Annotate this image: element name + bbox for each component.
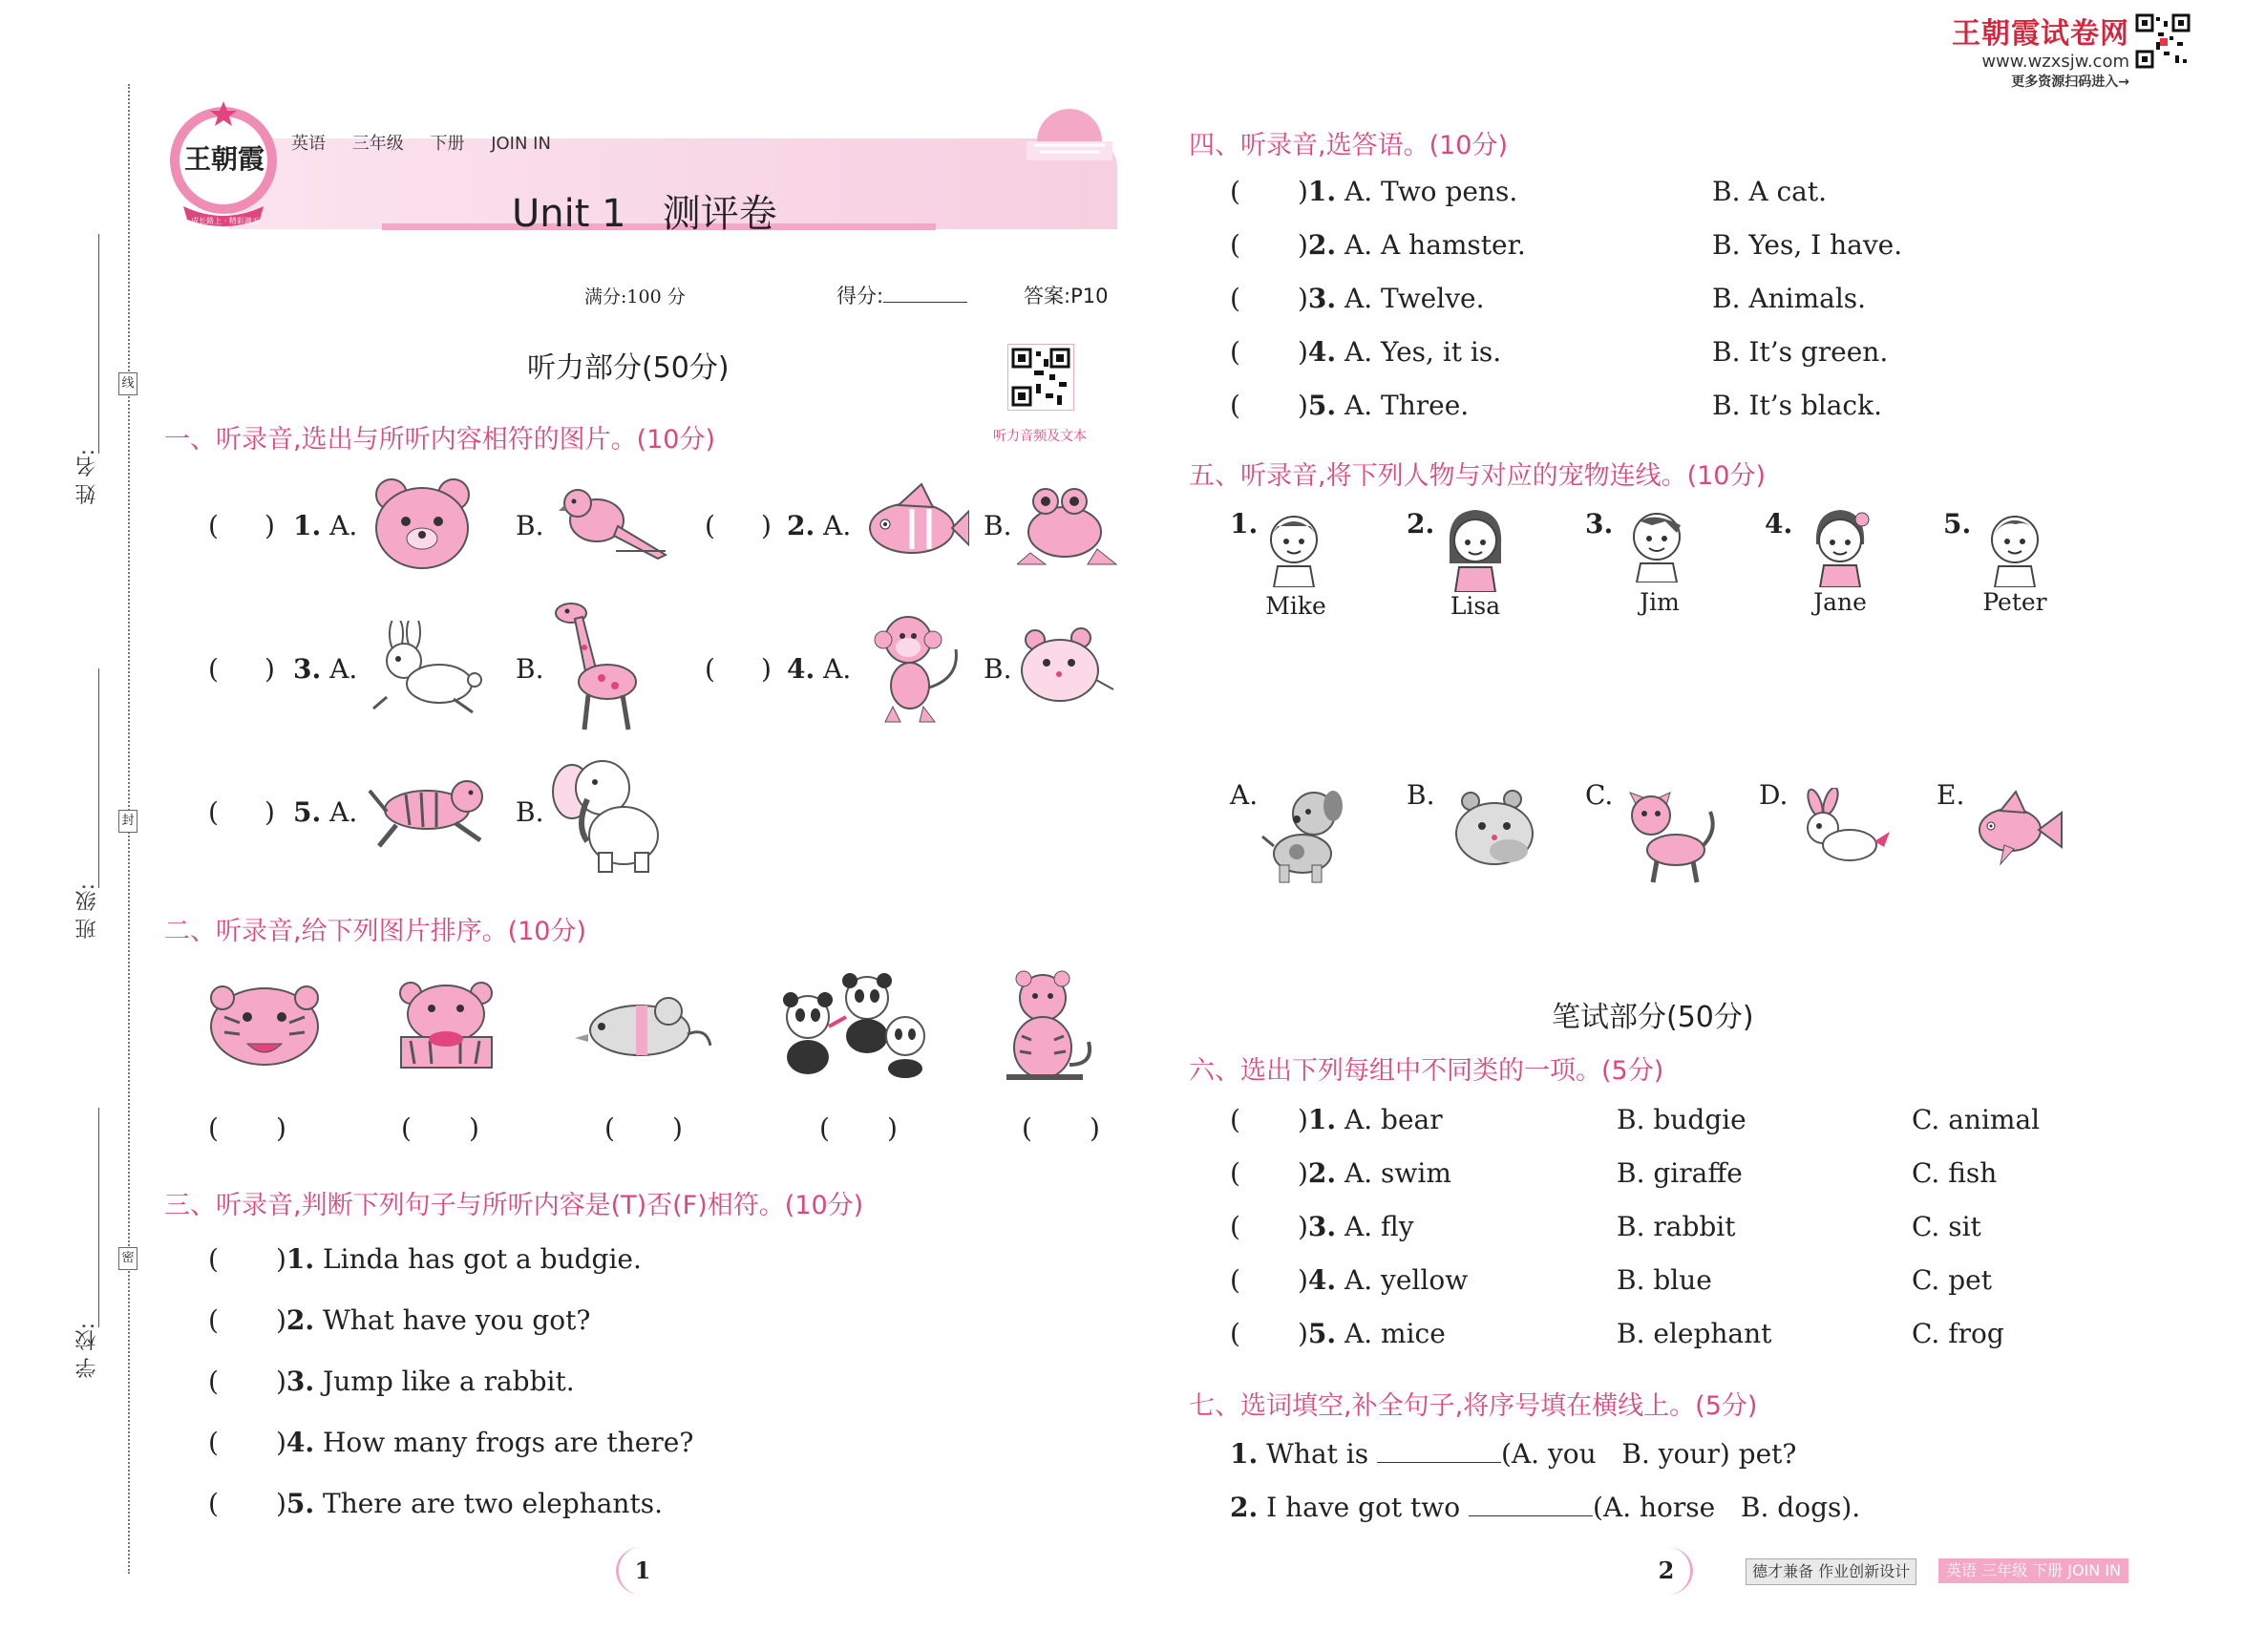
sec1-q5-paren[interactable]: ( ): [208, 796, 275, 828]
score-label: 得分:: [836, 281, 967, 309]
binding-line-box: 线: [118, 372, 138, 395]
sec4-q3[interactable]: ( )3. A. Twelve.: [1230, 283, 1485, 314]
sec1-q1-paren[interactable]: ( ): [208, 510, 275, 541]
footer-slogan: 德才兼备 作业创新设计: [1746, 1558, 1916, 1585]
binding-name-label: 姓 名:: [75, 449, 99, 505]
sec4-q5-b[interactable]: B. It’s black.: [1712, 390, 1882, 421]
sec7-q2-blank[interactable]: [1469, 1515, 1593, 1516]
person-2-name: Lisa: [1450, 592, 1501, 620]
sec3-title: 三、听录音,判断下列句子与所听内容是(T)否(F)相符。(10分): [164, 1191, 864, 1220]
sec1-q1-b: B.: [516, 510, 544, 541]
sec6-q4-c[interactable]: C. pet: [1912, 1264, 1992, 1296]
pandas-icon[interactable]: [772, 969, 934, 1079]
sun-icon: [1027, 103, 1112, 160]
page-title: Unit 1 测评卷: [512, 192, 777, 236]
sec4-q4-b[interactable]: B. It’s green.: [1712, 336, 1889, 368]
pet-e-label: E.: [1937, 779, 1965, 811]
frog-icon[interactable]: [1017, 482, 1117, 568]
fish-icon[interactable]: [1972, 788, 2063, 869]
sec2-paren-4[interactable]: ( ): [819, 1112, 898, 1144]
cat-icon[interactable]: [1619, 783, 1719, 883]
hamster-icon[interactable]: [1014, 623, 1114, 709]
boy-avatar-icon[interactable]: [1260, 511, 1327, 587]
sec2-paren-1[interactable]: ( ): [208, 1112, 286, 1144]
meta-volume: 下册: [430, 134, 465, 154]
sec6-q1[interactable]: ( )1. A. bear: [1230, 1104, 1443, 1135]
sec1-q4-paren[interactable]: ( ): [705, 653, 772, 685]
site-brand-name: 王朝霞试卷网: [1952, 17, 2129, 51]
sec7-q1: 1. What is (A. you B. your) pet?: [1230, 1438, 1797, 1470]
binding-class-line: [98, 668, 99, 888]
score-blank[interactable]: [883, 302, 967, 303]
sec3-q5[interactable]: ( )5. There are two elephants.: [208, 1488, 663, 1519]
site-qr-icon[interactable]: [2135, 13, 2191, 69]
sec1-q3-num: 3. A.: [293, 653, 358, 685]
sec2-paren-2[interactable]: ( ): [401, 1112, 479, 1144]
sec3-q3[interactable]: ( )3. Jump like a rabbit.: [208, 1366, 575, 1397]
sec6-q5-c[interactable]: C. frog: [1912, 1318, 2004, 1349]
girl-avatar-icon[interactable]: [1805, 506, 1876, 587]
sec6-q4[interactable]: ( )4. A. yellow: [1230, 1264, 1469, 1296]
sec4-q1[interactable]: ( )1. A. Two pens.: [1230, 176, 1518, 207]
tiger-eating-icon[interactable]: [392, 976, 501, 1071]
pet-d-label: D.: [1759, 779, 1789, 811]
monkey-icon[interactable]: [864, 611, 964, 726]
sec1-title: 一、听录音,选出与所听内容相符的图片。(10分): [164, 425, 716, 455]
meta-subject: 英语: [291, 134, 326, 154]
sec1-q3-paren[interactable]: ( ): [208, 653, 275, 685]
footer-series: 英语 三年级 下册 JOIN IN: [1938, 1558, 2128, 1583]
sec1-q2-paren[interactable]: ( ): [705, 510, 772, 541]
sec3-q4[interactable]: ( )4. How many frogs are there?: [208, 1427, 694, 1458]
sec1-q2-b: B.: [984, 510, 1012, 541]
dog-icon[interactable]: [1259, 783, 1354, 883]
sec6-q3-b[interactable]: B. rabbit: [1617, 1211, 1736, 1242]
audio-qr-icon[interactable]: [1007, 344, 1074, 411]
sec7-q1-blank[interactable]: [1377, 1462, 1501, 1463]
sec1-q2-num: 2. A.: [787, 510, 852, 541]
sec6-q4-b[interactable]: B. blue: [1617, 1264, 1712, 1296]
audio-qr-caption: 听力音频及文本: [993, 429, 1087, 444]
boy-avatar-icon[interactable]: [1623, 506, 1690, 582]
sec6-q2-c[interactable]: C. fish: [1912, 1157, 1998, 1189]
pet-b-label: B.: [1407, 779, 1435, 811]
rabbit-icon[interactable]: [368, 621, 482, 716]
sec4-q4[interactable]: ( )4. A. Yes, it is.: [1230, 336, 1502, 368]
giraffe-icon[interactable]: [544, 600, 649, 733]
binding-dense-box: 密: [118, 1247, 138, 1270]
sec5-title: 五、听录音,将下列人物与对应的宠物连线。(10分): [1189, 461, 1767, 491]
pet-c-label: C.: [1585, 779, 1614, 811]
logo-ribbon: 成长路上 · 精彩满天: [191, 217, 260, 225]
pet-a-label: A.: [1230, 779, 1259, 811]
person-1-name: Mike: [1265, 592, 1326, 620]
header-meta: [291, 130, 551, 155]
sec2-title: 二、听录音,给下列图片排序。(10分): [164, 917, 587, 946]
sec7-q2: 2. I have got two (A. horse B. dogs).: [1230, 1492, 1861, 1523]
sec6-q3[interactable]: ( )3. A. fly: [1230, 1211, 1414, 1242]
binding-class-label: 班 级:: [75, 883, 99, 940]
writing-title: 笔试部分(50分): [1552, 1001, 1754, 1034]
person-3-num: 3.: [1585, 508, 1614, 540]
boy-avatar-icon[interactable]: [1981, 511, 2048, 587]
sec6-q1-b[interactable]: B. budgie: [1617, 1104, 1747, 1135]
binding-name-line: [98, 234, 99, 454]
full-score: 满分:100 分: [584, 286, 686, 307]
sec6-q2[interactable]: ( )2. A. swim: [1230, 1157, 1451, 1189]
site-tagline: 更多资源扫码进入→: [2011, 74, 2129, 90]
tiger-sitting-icon[interactable]: [993, 969, 1098, 1084]
sec6-q3-c[interactable]: C. sit: [1912, 1211, 1981, 1242]
meta-grade: 三年级: [351, 134, 404, 154]
sec6-q2-b[interactable]: B. giraffe: [1617, 1157, 1743, 1189]
sec6-q5[interactable]: ( )5. A. mice: [1230, 1318, 1446, 1349]
listening-title: 听力部分(50分): [527, 351, 730, 385]
person-5-name: Peter: [1982, 588, 2047, 616]
mouse-icon[interactable]: [573, 988, 711, 1065]
person-5-num: 5.: [1943, 508, 1972, 540]
logo-text: 王朝霞: [183, 143, 265, 175]
person-3-name: Jim: [1640, 588, 1680, 616]
sec3-q2[interactable]: ( )2. What have you got?: [208, 1304, 591, 1336]
sec4-q5[interactable]: ( )5. A. Three.: [1230, 390, 1470, 421]
sec1-q1-num: 1. A.: [293, 510, 358, 541]
person-2-num: 2.: [1407, 508, 1435, 540]
binding-seal-box: 封: [118, 810, 138, 833]
sec6-q1-c[interactable]: C. animal: [1912, 1104, 2041, 1135]
answer-ref: 答案:P10: [1024, 285, 1109, 307]
sec3-q1[interactable]: ( )1. Linda has got a budgie.: [208, 1243, 642, 1275]
sec4-q2[interactable]: ( )2. A. A hamster.: [1230, 229, 1526, 261]
fish-icon[interactable]: [855, 482, 969, 568]
sec2-paren-3[interactable]: ( ): [604, 1112, 683, 1144]
sec4-q1-b[interactable]: B. A cat.: [1712, 176, 1828, 207]
tiger-icon[interactable]: [368, 764, 492, 850]
person-1-num: 1.: [1230, 508, 1259, 540]
binding-school-line: [98, 1108, 99, 1327]
rabbit-icon[interactable]: [1790, 788, 1891, 869]
site-url: www.wzxsjw.com: [1981, 52, 2129, 72]
girl-avatar-icon[interactable]: [1440, 506, 1512, 592]
sec4-q3-b[interactable]: B. Animals.: [1712, 283, 1867, 314]
sec1-q5-num: 5. A.: [293, 796, 358, 828]
hamster-icon[interactable]: [1451, 788, 1542, 869]
sec6-q5-b[interactable]: B. elephant: [1617, 1318, 1772, 1349]
elephant-icon[interactable]: [549, 750, 664, 874]
tiger-face-icon[interactable]: [205, 979, 325, 1070]
binding-school-label: 学 校:: [75, 1323, 99, 1379]
person-4-num: 4.: [1765, 508, 1793, 540]
page-number-2: 2: [1642, 1547, 1693, 1595]
meta-series: JOIN IN: [491, 134, 551, 154]
sec1-q5-b: B.: [516, 796, 544, 828]
sec1-q3-b: B.: [516, 653, 544, 685]
sec7-title: 七、选词填空,补全句子,将序号填在横线上。(5分): [1189, 1391, 1758, 1421]
sec2-paren-5[interactable]: ( ): [1022, 1112, 1100, 1144]
sec1-q4-b: B.: [984, 653, 1012, 685]
sec6-title: 六、选出下列每组中不同类的一项。(5分): [1189, 1056, 1664, 1086]
sec4-title: 四、听录音,选答语。(10分): [1189, 131, 1509, 160]
bear-icon[interactable]: [368, 476, 477, 576]
page-number-1: 1: [616, 1547, 667, 1595]
person-4-name: Jane: [1813, 588, 1867, 616]
budgie-icon[interactable]: [559, 482, 668, 563]
sec4-q2-b[interactable]: B. Yes, I have.: [1712, 229, 1903, 261]
sec1-q4-num: 4. A.: [787, 653, 852, 685]
site-brand: [1938, 10, 2129, 91]
